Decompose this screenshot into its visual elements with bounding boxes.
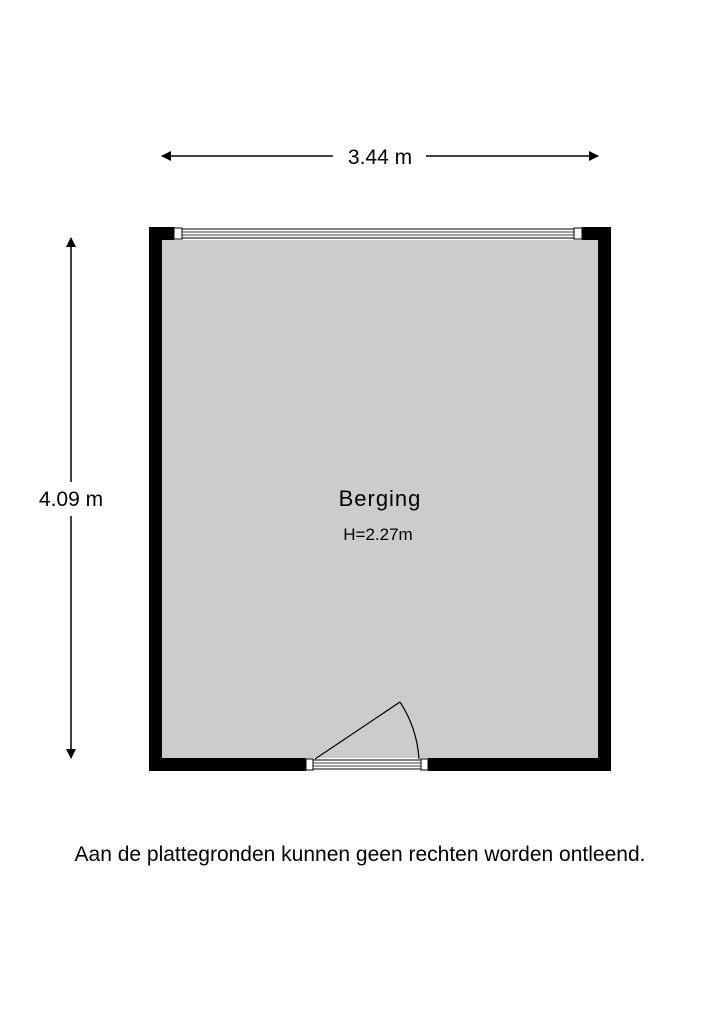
window-pane bbox=[182, 229, 574, 238]
height-dimension-label: 4.09 m bbox=[38, 488, 104, 511]
width-dimension-label: 3.44 m bbox=[347, 146, 413, 169]
wall-bottom-left bbox=[149, 758, 306, 771]
door-jamb-left bbox=[306, 759, 313, 770]
height-dimension bbox=[39, 238, 103, 758]
window-top bbox=[174, 228, 582, 239]
room-name: Berging bbox=[338, 486, 422, 511]
width-dimension bbox=[162, 146, 598, 169]
door-jamb-right bbox=[421, 759, 428, 770]
window-frame-left bbox=[174, 228, 182, 239]
wall-left bbox=[149, 227, 162, 771]
disclaimer-text: Aan de plattegronden kunnen geen rechten worden ontleend. bbox=[74, 843, 646, 866]
wall-bottom-right bbox=[428, 758, 611, 771]
room-height: H=2.27m bbox=[343, 525, 413, 544]
door-threshold bbox=[313, 760, 421, 769]
wall-right bbox=[598, 227, 611, 771]
window-frame-right bbox=[574, 228, 582, 239]
